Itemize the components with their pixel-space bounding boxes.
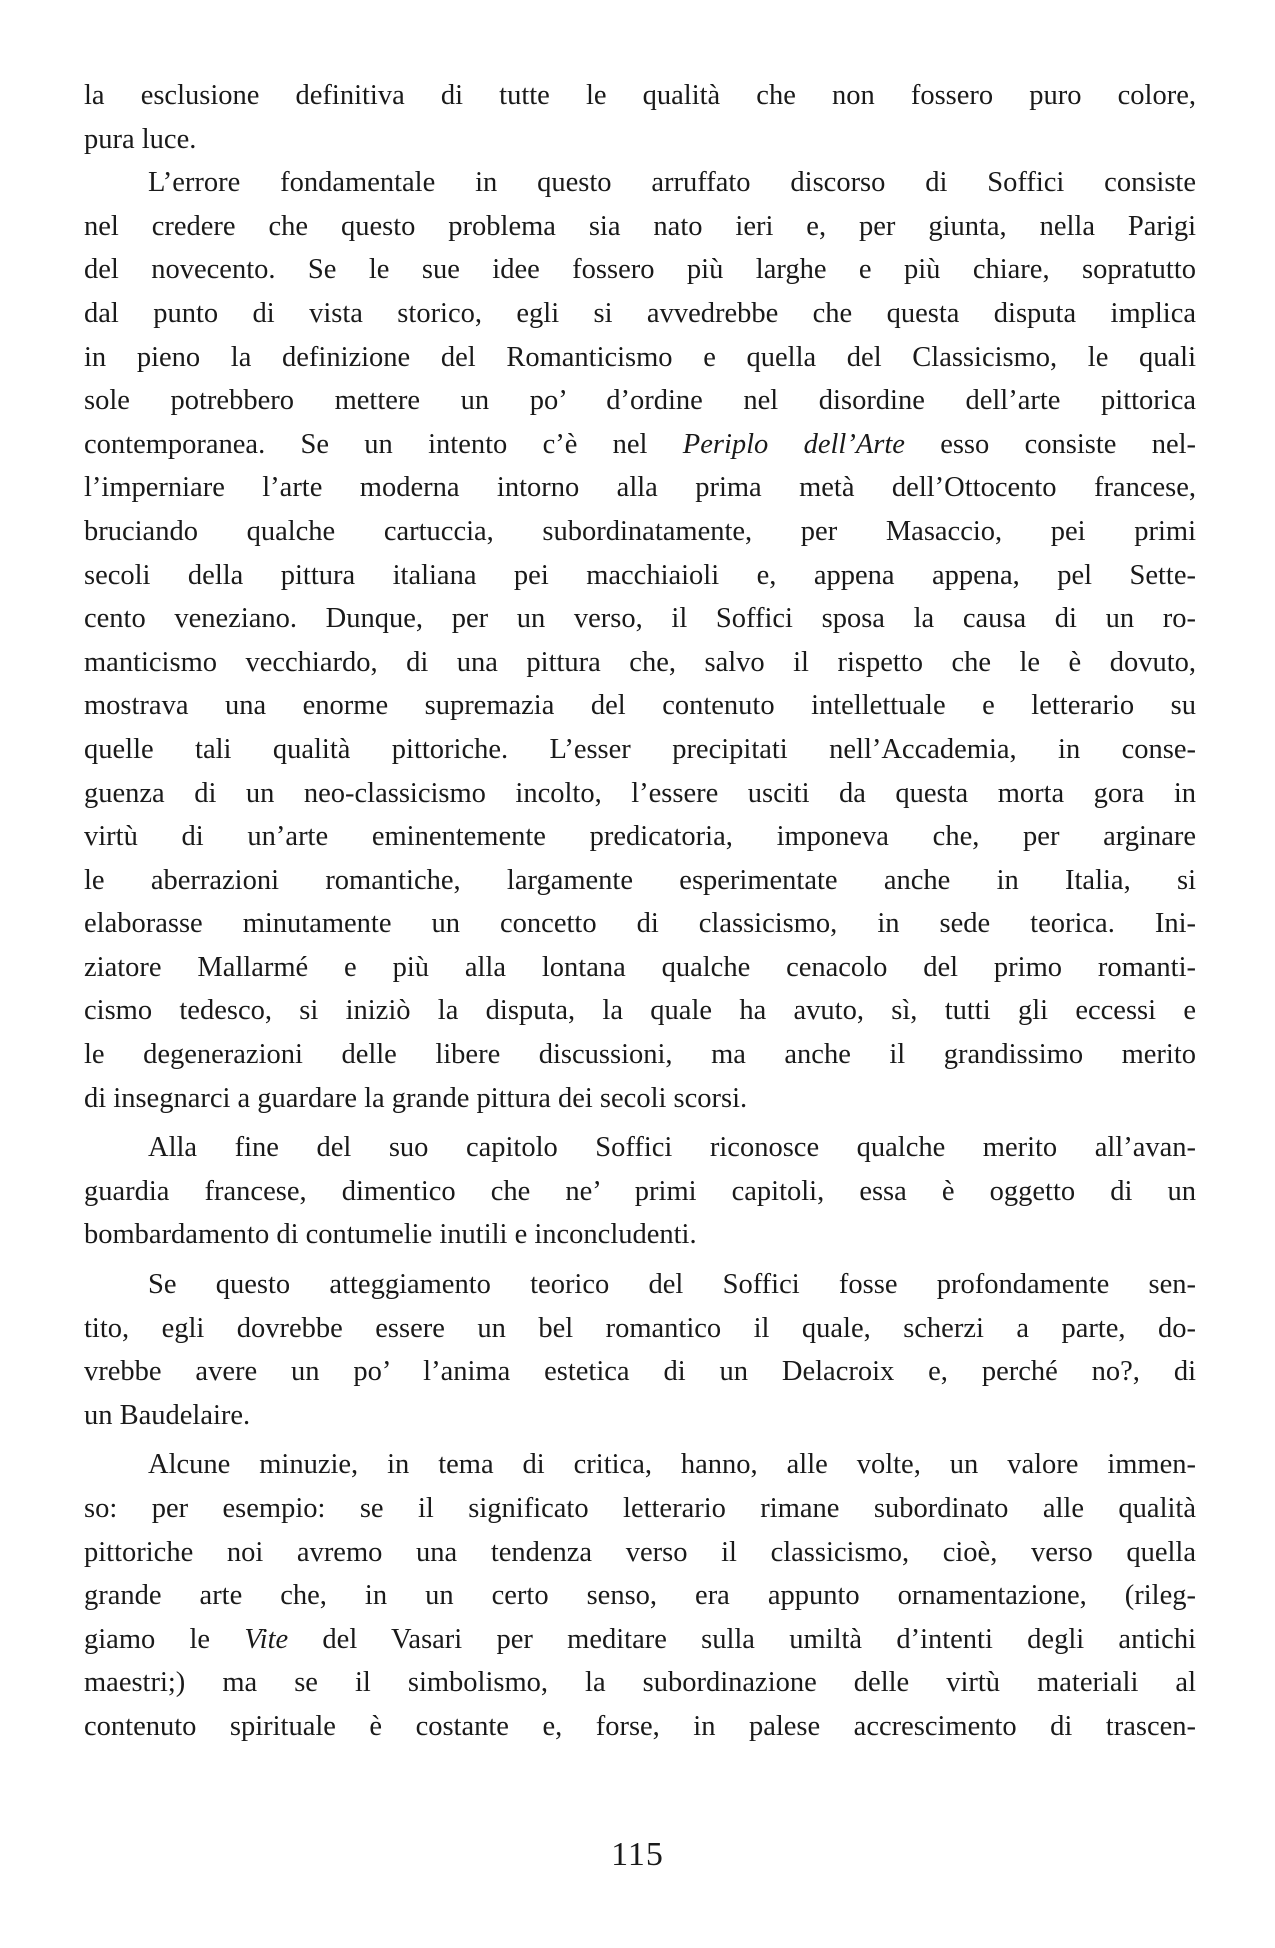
text-line: le aberrazioni romantiche, largamente esperimentate anche in Italia, si (84, 864, 1196, 896)
text-line: nel credere che questo problema sia nato ieri e, per giunta, nella Parigi (84, 210, 1196, 242)
text-segment: giamo le (84, 1623, 245, 1655)
text-line: del novecento. Se le sue idee fossero più larghe e più chiare, sopratutto (84, 254, 1196, 286)
text-line: vrebbe avere un po’ l’anima estetica di un Delacroix e, perché no?, di (84, 1356, 1196, 1388)
text-line: bruciando qualche cartuccia, subordinatamente, per Masaccio, pei primi (84, 515, 1196, 547)
text-segment: del Vasari per meditare sulla umiltà d’intenti degli antichi (288, 1623, 1196, 1655)
text-line: pura luce. (84, 123, 197, 155)
text-line: mostrava una enorme supremazia del contenuto intellettuale e letterario su (84, 690, 1196, 722)
text-line: Alla fine del suo capitolo Soffici riconosce qualche merito all’avan- (148, 1132, 1196, 1164)
text-line: virtù di un’arte eminentemente predicatoria, imponeva che, per arginare (84, 821, 1196, 853)
paragraph (84, 1126, 1196, 1257)
text-line: in pieno la definizione del Romanticismo e quella del Classicismo, le quali (84, 341, 1196, 373)
paragraph (84, 161, 1196, 1120)
text-segment: esso consiste nel- (904, 428, 1197, 460)
text-line: L’errore fondamentale in questo arruffato discorso di Soffici consiste (148, 167, 1196, 199)
text-line: sole potrebbero mettere un po’ d’ordine nel disordine dell’arte pittorica (84, 385, 1196, 417)
text-line: di insegnarci a guardare la grande pittura dei secoli scorsi. (84, 1082, 748, 1114)
text-line: Alcune minuzie, in tema di critica, hanno, alle volte, un valore immen- (148, 1449, 1196, 1481)
text-line: secoli della pittura italiana pei macchiaioli e, appena appena, pel Sette- (84, 559, 1196, 591)
text-segment: contemporanea. Se un intento c’è nel (84, 428, 683, 460)
paragraph (84, 74, 1196, 161)
text-line: l’imperniare l’arte moderna intorno alla prima metà dell’Ottocento francese, (84, 472, 1196, 504)
book-title: Periplo dell’Arte (682, 428, 905, 460)
text-line: contenuto spirituale è costante e, forse, in palese accrescimento di trascen- (84, 1710, 1196, 1742)
paragraph (84, 1263, 1196, 1437)
text-line: guenza di un neo-classicismo incolto, l’essere usciti da questa morta gora in (84, 777, 1196, 809)
text-line: la esclusione definitiva di tutte le qualità che non fossero puro colore, (84, 80, 1196, 111)
text-line: elaborasse minutamente un concetto di classicismo, in sede teorica. Ini- (84, 908, 1196, 940)
text-line-with-title (84, 423, 1196, 467)
document-page (84, 74, 1196, 1749)
text-line: cento veneziano. Dunque, per un verso, il Soffici sposa la causa di un ro- (84, 603, 1196, 635)
text-line: Se questo atteggiamento teorico del Soffici fosse profondamente sen- (148, 1269, 1196, 1301)
text-line: le degenerazioni delle libere discussioni, ma anche il grandissimo merito (84, 1039, 1196, 1071)
text-line: cismo tedesco, si iniziò la disputa, la quale ha avuto, sì, tutti gli eccessi e (84, 995, 1196, 1027)
text-line: grande arte che, in un certo senso, era appunto ornamentazione, (rileg- (84, 1580, 1196, 1612)
text-line: manticismo vecchiardo, di una pittura che, salvo il rispetto che le è dovuto, (84, 646, 1196, 678)
text-line: ziatore Mallarmé e più alla lontana qualche cenacolo del primo romanti- (84, 951, 1196, 983)
page-number: 115 (611, 1836, 664, 1873)
paragraph (84, 1443, 1196, 1748)
text-line: bombardamento di contumelie inutili e inconcludenti. (84, 1219, 697, 1251)
text-line: quelle tali qualità pittoriche. L’esser precipitati nell’Accademia, in conse- (84, 733, 1196, 765)
text-line: tito, egli dovrebbe essere un bel romantico il quale, scherzi a parte, do- (84, 1312, 1196, 1344)
text-line: guardia francese, dimentico che ne’ primi capitoli, essa è oggetto di un (84, 1175, 1196, 1207)
book-title: Vite (244, 1623, 289, 1655)
text-line: pittoriche noi avremo una tendenza verso il classicismo, cioè, verso quella (84, 1536, 1196, 1568)
text-line: dal punto di vista storico, egli si avvedrebbe che questa disputa implica (84, 297, 1196, 329)
text-line-with-title (84, 1618, 1196, 1662)
text-line: maestri;) ma se il simbolismo, la subordinazione delle virtù materiali al (84, 1667, 1196, 1699)
text-line: un Baudelaire. (84, 1399, 251, 1431)
text-line: so: per esempio: se il significato letterario rimane subordinato alle qualità (84, 1493, 1196, 1524)
